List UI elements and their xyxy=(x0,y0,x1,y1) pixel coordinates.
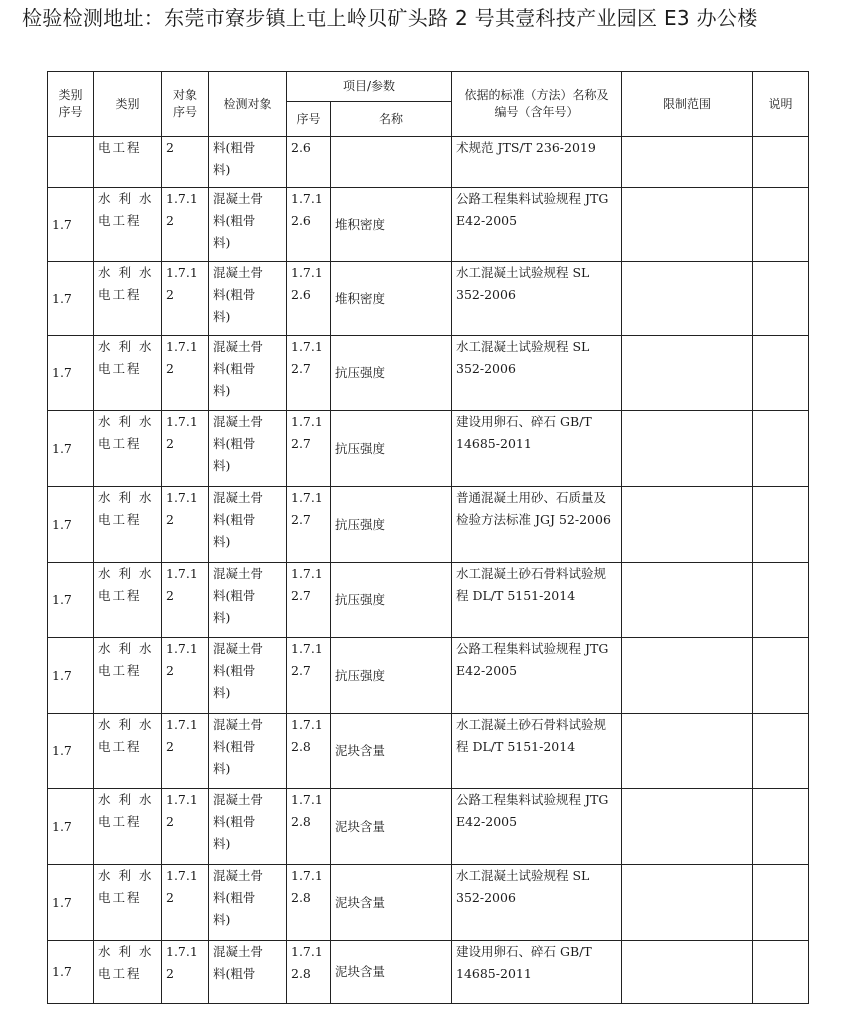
category-no-cell: 1.7 xyxy=(48,336,94,411)
table-row xyxy=(48,137,809,188)
table-row xyxy=(48,789,809,865)
category-cell: 水 利 水 电工程 xyxy=(94,411,162,487)
table-row xyxy=(48,941,809,1004)
col-object-no: 对象 序号 xyxy=(162,72,209,137)
page-title: 检验检测地址：东莞市寮步镇上屯上岭贝矿头路 2 号其壹科技产业园区 E3 办公楼 xyxy=(22,6,758,30)
object-cell: 混凝土骨 料(粗骨 料) xyxy=(209,714,287,789)
object-cell: 混凝土骨 料(粗骨 料) xyxy=(209,789,287,865)
note-cell xyxy=(753,714,809,789)
object-no-cell: 1.7.1 2 xyxy=(162,638,209,714)
table-row xyxy=(48,865,809,941)
table-row xyxy=(48,188,809,262)
table-row xyxy=(48,336,809,411)
col-limit: 限制范围 xyxy=(622,72,753,137)
scope-table xyxy=(47,71,809,1004)
category-no-cell: 1.7 xyxy=(48,188,94,262)
col-item-no: 序号 xyxy=(287,102,331,137)
category-no-cell: 1.7 xyxy=(48,941,94,1004)
note-cell xyxy=(753,137,809,188)
object-no-cell: 1.7.1 2 xyxy=(162,262,209,336)
category-no-cell: 1.7 xyxy=(48,865,94,941)
category-no-cell: 1.7 xyxy=(48,789,94,865)
object-cell: 混凝土骨 料(粗骨 料) xyxy=(209,865,287,941)
col-category-no: 类别 序号 xyxy=(48,72,94,137)
limit-cell xyxy=(622,638,753,714)
category-cell: 水 利 水 电工程 xyxy=(94,638,162,714)
object-no-cell: 1.7.1 2 xyxy=(162,563,209,638)
category-cell: 水 利 水 电工程 xyxy=(94,262,162,336)
category-no-cell: 1.7 xyxy=(48,487,94,563)
category-no-cell: 1.7 xyxy=(48,714,94,789)
col-note: 说明 xyxy=(753,72,809,137)
item-name-cell: 抗压强度 xyxy=(331,336,452,411)
standard-cell: 普通混凝土用砂、石质量及 检验方法标准 JGJ 52-2006 xyxy=(452,487,622,563)
category-cell: 水 利 水 电工程 xyxy=(94,941,162,1004)
item-no-cell: 1.7.1 2.7 xyxy=(287,638,331,714)
item-name-cell: 抗压强度 xyxy=(331,411,452,487)
object-no-cell: 1.7.1 2 xyxy=(162,865,209,941)
standard-cell: 公路工程集料试验规程 JTG E42-2005 xyxy=(452,638,622,714)
col-object: 检测对象 xyxy=(209,72,287,137)
standard-cell: 水工混凝土砂石骨料试验规 程 DL/T 5151-2014 xyxy=(452,714,622,789)
limit-cell xyxy=(622,262,753,336)
col-category: 类别 xyxy=(94,72,162,137)
category-cell: 电工程 xyxy=(94,137,162,188)
limit-cell xyxy=(622,411,753,487)
item-name-cell: 泥块含量 xyxy=(331,865,452,941)
item-name-cell: 泥块含量 xyxy=(331,714,452,789)
limit-cell xyxy=(622,865,753,941)
note-cell xyxy=(753,487,809,563)
item-no-cell: 1.7.1 2.6 xyxy=(287,188,331,262)
limit-cell xyxy=(622,714,753,789)
category-no-cell xyxy=(48,137,94,188)
note-cell xyxy=(753,411,809,487)
object-cell: 混凝土骨 料(粗骨 料) xyxy=(209,188,287,262)
standard-cell: 公路工程集料试验规程 JTG E42-2005 xyxy=(452,188,622,262)
item-name-cell: 堆积密度 xyxy=(331,262,452,336)
item-no-cell: 1.7.1 2.7 xyxy=(287,411,331,487)
note-cell xyxy=(753,789,809,865)
object-cell: 混凝土骨 料(粗骨 料) xyxy=(209,563,287,638)
object-no-cell: 1.7.1 2 xyxy=(162,789,209,865)
item-no-cell: 1.7.1 2.8 xyxy=(287,941,331,1004)
note-cell xyxy=(753,865,809,941)
item-no-cell: 1.7.1 2.7 xyxy=(287,487,331,563)
category-cell: 水 利 水 电工程 xyxy=(94,714,162,789)
category-cell: 水 利 水 电工程 xyxy=(94,487,162,563)
category-no-cell: 1.7 xyxy=(48,638,94,714)
col-item-name: 名称 xyxy=(331,102,452,137)
category-cell: 水 利 水 电工程 xyxy=(94,336,162,411)
standard-cell: 水工混凝土试验规程 SL 352-2006 xyxy=(452,865,622,941)
item-no-cell: 1.7.1 2.6 xyxy=(287,262,331,336)
object-no-cell: 1.7.1 2 xyxy=(162,714,209,789)
standard-cell: 水工混凝土试验规程 SL 352-2006 xyxy=(452,336,622,411)
category-no-cell: 1.7 xyxy=(48,563,94,638)
category-cell: 水 利 水 电工程 xyxy=(94,865,162,941)
object-no-cell: 1.7.1 2 xyxy=(162,411,209,487)
table-row xyxy=(48,638,809,714)
table-row xyxy=(48,487,809,563)
object-cell: 料(粗骨 料) xyxy=(209,137,287,188)
standard-cell: 水工混凝土试验规程 SL 352-2006 xyxy=(452,262,622,336)
note-cell xyxy=(753,563,809,638)
item-no-cell: 1.7.1 2.7 xyxy=(287,563,331,638)
item-no-cell: 1.7.1 2.8 xyxy=(287,714,331,789)
object-cell: 混凝土骨 料(粗骨 料) xyxy=(209,336,287,411)
object-cell: 混凝土骨 料(粗骨 料) xyxy=(209,638,287,714)
item-name-cell: 抗压强度 xyxy=(331,487,452,563)
category-no-cell: 1.7 xyxy=(48,411,94,487)
col-standard: 依据的标准（方法）名称及 编号（含年号） xyxy=(452,72,622,137)
object-no-cell: 2 xyxy=(162,137,209,188)
table-row xyxy=(48,262,809,336)
object-no-cell: 1.7.1 2 xyxy=(162,941,209,1004)
limit-cell xyxy=(622,563,753,638)
item-name-cell: 抗压强度 xyxy=(331,563,452,638)
table-row xyxy=(48,411,809,487)
item-name-cell xyxy=(331,137,452,188)
limit-cell xyxy=(622,487,753,563)
category-no-cell: 1.7 xyxy=(48,262,94,336)
item-name-cell: 抗压强度 xyxy=(331,638,452,714)
object-no-cell: 1.7.1 2 xyxy=(162,487,209,563)
note-cell xyxy=(753,941,809,1004)
limit-cell xyxy=(622,137,753,188)
object-no-cell: 1.7.1 2 xyxy=(162,336,209,411)
col-item-group: 项目/参数 xyxy=(287,72,452,102)
category-cell: 水 利 水 电工程 xyxy=(94,789,162,865)
note-cell xyxy=(753,638,809,714)
item-name-cell: 泥块含量 xyxy=(331,789,452,865)
object-cell: 混凝土骨 料(粗骨 料) xyxy=(209,411,287,487)
object-cell: 混凝土骨 料(粗骨 xyxy=(209,941,287,1004)
category-cell: 水 利 水 电工程 xyxy=(94,188,162,262)
item-no-cell: 1.7.1 2.8 xyxy=(287,865,331,941)
item-no-cell: 1.7.1 2.8 xyxy=(287,789,331,865)
limit-cell xyxy=(622,188,753,262)
category-cell: 水 利 水 电工程 xyxy=(94,563,162,638)
object-cell: 混凝土骨 料(粗骨 料) xyxy=(209,262,287,336)
standard-cell: 公路工程集料试验规程 JTG E42-2005 xyxy=(452,789,622,865)
note-cell xyxy=(753,262,809,336)
object-no-cell: 1.7.1 2 xyxy=(162,188,209,262)
limit-cell xyxy=(622,789,753,865)
note-cell xyxy=(753,336,809,411)
standard-cell: 术规范 JTS/T 236-2019 xyxy=(452,137,622,188)
standard-cell: 建设用卵石、碎石 GB/T 14685-2011 xyxy=(452,411,622,487)
object-cell: 混凝土骨 料(粗骨 料) xyxy=(209,487,287,563)
item-name-cell: 堆积密度 xyxy=(331,188,452,262)
standard-cell: 水工混凝土砂石骨料试验规 程 DL/T 5151-2014 xyxy=(452,563,622,638)
table-row xyxy=(48,563,809,638)
note-cell xyxy=(753,188,809,262)
table-row xyxy=(48,714,809,789)
limit-cell xyxy=(622,336,753,411)
item-name-cell: 泥块含量 xyxy=(331,941,452,1004)
limit-cell xyxy=(622,941,753,1004)
item-no-cell: 1.7.1 2.7 xyxy=(287,336,331,411)
item-no-cell: 2.6 xyxy=(287,137,331,188)
standard-cell: 建设用卵石、碎石 GB/T 14685-2011 xyxy=(452,941,622,1004)
